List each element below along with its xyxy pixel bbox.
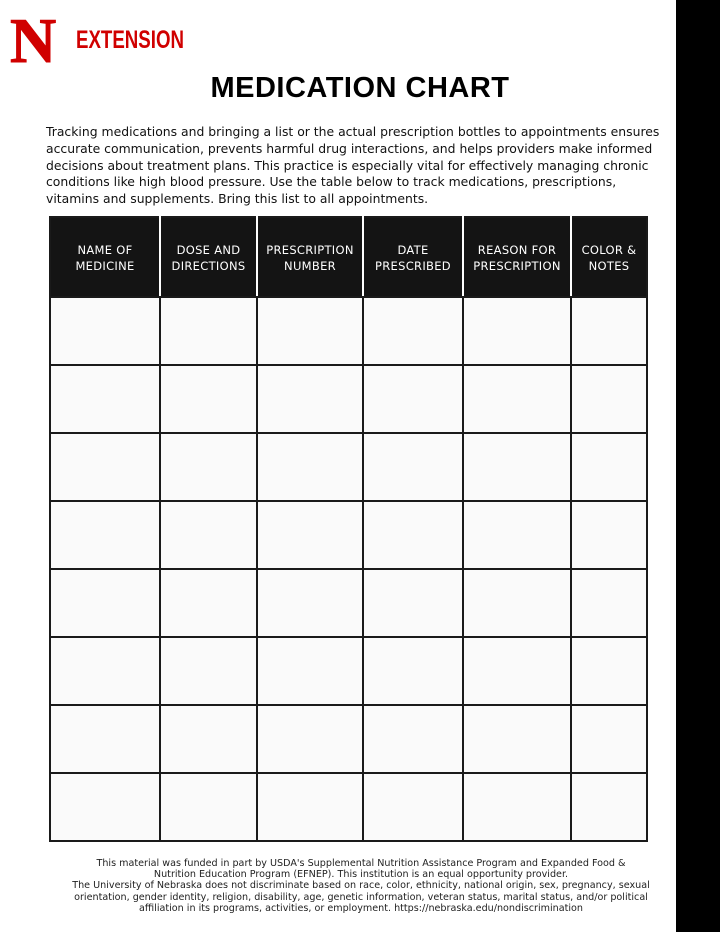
table-cell[interactable] [463, 297, 571, 365]
table-header-row [50, 217, 647, 297]
table-cell[interactable] [257, 433, 363, 501]
col-header-date-prescribed: DATE PRESCRIBED [363, 217, 463, 297]
table-cell[interactable] [363, 433, 463, 501]
table-cell[interactable] [363, 501, 463, 569]
table-cell[interactable] [50, 501, 160, 569]
table-row [50, 433, 647, 501]
table-cell[interactable] [463, 365, 571, 433]
table-cell[interactable] [463, 569, 571, 637]
col-header-reason-for-prescription: REASON FOR PRESCRIPTION [463, 217, 571, 297]
col-header-dose-and-directions: DOSE AND DIRECTIONS [160, 217, 257, 297]
table-cell[interactable] [257, 637, 363, 705]
table-cell[interactable] [160, 365, 257, 433]
table-cell[interactable] [50, 297, 160, 365]
table-cell[interactable] [257, 569, 363, 637]
table-cell[interactable] [363, 569, 463, 637]
table-row [50, 365, 647, 433]
table-row [50, 569, 647, 637]
table-cell[interactable] [363, 297, 463, 365]
table-cell[interactable] [257, 297, 363, 365]
intro-paragraph: Tracking medications and bringing a list or the actual prescription bottles to appointments ensures accurate communication, prevents harmful drug interactions, and helps providers make informed decisions about treatment plans. This practice is especially vital for effectively managing chronic conditions like high blood pressure. Use the table below to track medications, prescriptions, vitamins and supplements. Bring this list to all appointments. [46, 124, 660, 207]
footer-nondiscrimination: The University of Nebraska does not discriminate based on race, color, ethnicity, national origin, sex, pregnancy, sexual orientation, gender identity, religion, disability, age, genetic information, veteran status, marital status, and/or political affiliation in its programs, activities, or employment. https://nebraska.edu/nondiscrimination [72, 880, 650, 914]
table-cell[interactable] [571, 501, 647, 569]
table-row [50, 297, 647, 365]
table-cell[interactable] [571, 637, 647, 705]
logo-n-letter: N [10, 5, 57, 76]
table-cell[interactable] [363, 773, 463, 841]
table-cell[interactable] [463, 637, 571, 705]
col-header-color-and-notes: COLOR & NOTES [571, 217, 647, 297]
footer [56, 858, 666, 914]
table-cell[interactable] [160, 501, 257, 569]
table-cell[interactable] [50, 773, 160, 841]
table-row [50, 773, 647, 841]
table-row [50, 501, 647, 569]
table-cell[interactable] [363, 365, 463, 433]
table-cell[interactable] [257, 365, 363, 433]
table-cell[interactable] [363, 637, 463, 705]
table-cell[interactable] [463, 433, 571, 501]
table-cell[interactable] [50, 637, 160, 705]
table-cell[interactable] [363, 705, 463, 773]
table-cell[interactable] [50, 705, 160, 773]
table-cell[interactable] [160, 705, 257, 773]
footer-funding-line-2: Nutrition Education Program (EFNEP). This institution is an equal opportunity provider. [153, 869, 569, 881]
footer-funding-line-1: This material was funded in part by USDA's Supplemental Nutrition Assistance Program and Expanded Food & [96, 858, 626, 869]
page-edge-bar [676, 0, 720, 932]
logo-wordmark: EXTENSION [76, 26, 184, 54]
table-cell[interactable] [571, 773, 647, 841]
page-title: MEDICATION CHART [210, 72, 510, 104]
table-cell[interactable] [160, 773, 257, 841]
table-cell[interactable] [160, 637, 257, 705]
table-cell[interactable] [160, 569, 257, 637]
table-cell[interactable] [571, 705, 647, 773]
table-cell[interactable] [257, 501, 363, 569]
table-cell[interactable] [571, 433, 647, 501]
table-cell[interactable] [463, 501, 571, 569]
table-cell[interactable] [50, 433, 160, 501]
table-cell[interactable] [463, 773, 571, 841]
table-cell[interactable] [463, 705, 571, 773]
table-cell[interactable] [571, 569, 647, 637]
table-cell[interactable] [571, 365, 647, 433]
col-header-name-of-medicine: NAME OF MEDICINE [50, 217, 160, 297]
col-header-prescription-number: PRESCRIPTION NUMBER [257, 217, 363, 297]
table-cell[interactable] [160, 433, 257, 501]
nebraska-extension-logo [10, 5, 190, 76]
table-cell[interactable] [50, 569, 160, 637]
table-row [50, 705, 647, 773]
table-cell[interactable] [50, 365, 160, 433]
table-cell[interactable] [160, 297, 257, 365]
table-cell[interactable] [257, 705, 363, 773]
table-cell[interactable] [571, 297, 647, 365]
table-row [50, 637, 647, 705]
medication-table [49, 216, 648, 842]
table-cell[interactable] [257, 773, 363, 841]
